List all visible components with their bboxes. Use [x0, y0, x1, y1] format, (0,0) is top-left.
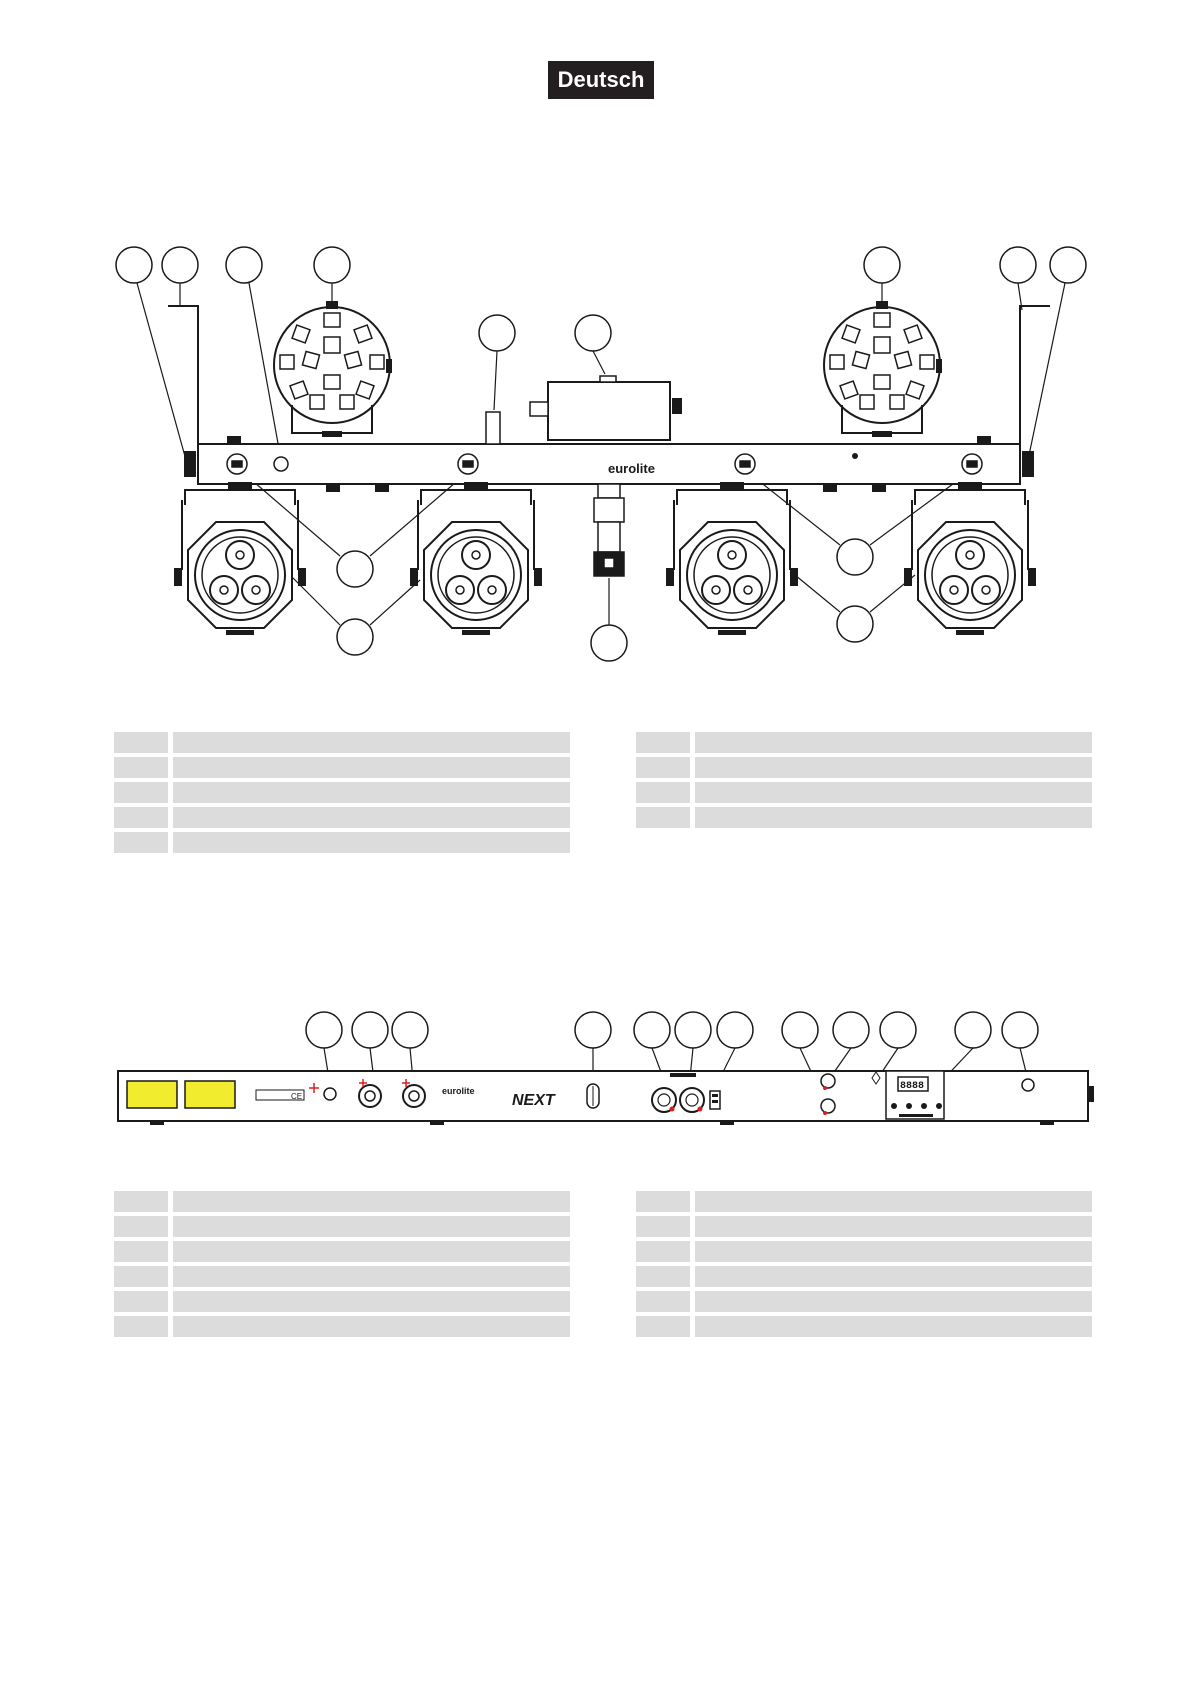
- legend-row: [114, 832, 570, 853]
- legend-row: [114, 1216, 570, 1237]
- rear-view: [118, 1012, 1094, 1125]
- front-view: [116, 247, 1086, 661]
- legend-row: [636, 1191, 1092, 1212]
- legend-row: [114, 1291, 570, 1312]
- front-legend-left: [114, 732, 570, 857]
- legend-row: [636, 732, 1092, 753]
- warning-label-left: [127, 1081, 177, 1108]
- front-stand: [594, 484, 624, 576]
- legend-row: [636, 1266, 1092, 1287]
- legend-row: [114, 782, 570, 803]
- legend-row: [114, 757, 570, 778]
- rear-legend-left: [114, 1191, 570, 1341]
- led-display-text: 8888: [900, 1081, 925, 1092]
- legend-row: [114, 1191, 570, 1212]
- legend-row: [636, 807, 1092, 828]
- legend-row: [114, 732, 570, 753]
- legend-row: [114, 1266, 570, 1287]
- rear-callouts: [306, 1012, 1038, 1048]
- language-badge: Deutsch: [548, 61, 654, 99]
- warning-label-right: [185, 1081, 235, 1108]
- legend-row: [636, 1216, 1092, 1237]
- legend-row: [636, 1316, 1092, 1337]
- rear-legend-right: [636, 1191, 1092, 1341]
- front-control-box: [548, 382, 670, 440]
- front-brand-label: eurolite: [608, 461, 655, 476]
- rear-brand-label: eurolite: [442, 1086, 475, 1096]
- legend-row: [114, 807, 570, 828]
- legend-row: [636, 782, 1092, 803]
- legend-row: [636, 1241, 1092, 1262]
- legend-row: [114, 1241, 570, 1262]
- svg-text:CE: CE: [291, 1092, 303, 1101]
- next-logo: NEXT: [512, 1092, 555, 1109]
- legend-row: [114, 1316, 570, 1337]
- legend-row: [636, 1291, 1092, 1312]
- legend-row: [636, 757, 1092, 778]
- front-legend-right: [636, 732, 1092, 832]
